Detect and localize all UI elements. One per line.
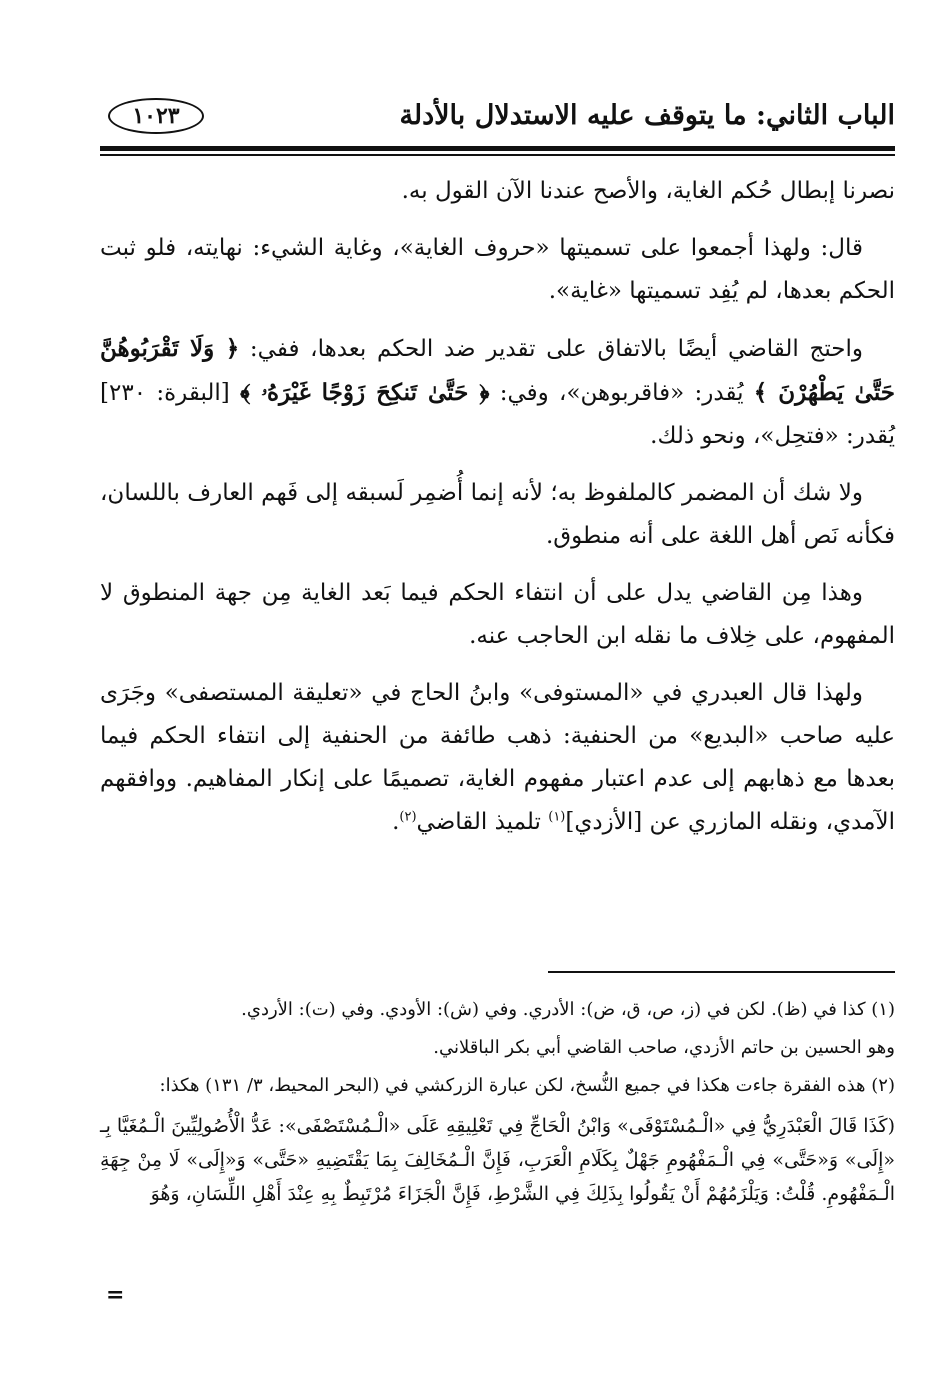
footnote-1-note: وهو الحسين بن حاتم الأزدي، صاحب القاضي أبي بكر الباقلاني. (433, 1037, 895, 1058)
main-text (100, 170, 895, 858)
paragraph-5: وهذا مِن القاضي يدل على أن انتفاء الحكم فيما بَعد الغاية مِن جهة المنطوق لا المفهوم، على خِلاف ما نقله ابن الحاجب عنه. (100, 580, 895, 649)
paragraph-6-text-b: تلميذ القاضي (416, 809, 549, 835)
paragraph-6 (100, 672, 895, 844)
footnote-ref-2: (٢) (399, 809, 417, 825)
header-rule-thin (100, 154, 895, 156)
footnotes (100, 995, 895, 1219)
page-number: ١٠٢٣ (108, 98, 204, 134)
paragraph-1: نصرنا إبطال حُكم الغاية، والأصح عندنا الآن القول به. (401, 178, 895, 204)
footnote-2-quote: (كَذَا قَالَ الْعَبْدَرِيُّ فِي «الْـمُسْتَوْفَى» وَابْنُ الْحَاجِّ فِي تَعْلِيقِهِ عَلَى «الْـمُسْتَصْفَى»: عَدُّ الْأُصُولِيِّينَ الْـمُغَيَّا بِـ «إِلَى» وَ«حَتَّى» فِي الْـمَفْهُومِ جَهْلٌ بِكَلَامِ الْعَرَبِ، فَإِنَّ الْـمُخَالِفَ بِمَا يَقْتَضِيهِ «حَتَّى» وَ«إِلَى» لَا مِنْ جِهَةِ الْـمَفْهُومِ. قُلْتُ: وَيَلْزَمُهُمْ أَنْ يَقُولُوا بِذَلِكَ فِي الشَّرْطِ، فَإِنَّ الْجَزَاءَ مُرْتَبِطٌ بِهِ عِنْدَ أَهْلِ اللِّسَانِ، وَهُوَ (100, 1115, 895, 1205)
quran-verse-2: ﴿ حَتَّىٰ تَنكِحَ زَوْجًا غَيْرَهُۥ ﴾ (240, 379, 490, 406)
footnote-2: (٢) هذه الفقرة جاءت هكذا في جميع النُّسخ، لكن عبارة الزركشي في (البحر المحيط، ٣/ ١٣١) هكذا: (159, 1075, 895, 1096)
paragraph-4: ولا شك أن المضمر كالملفوظ به؛ لأنه إنما أُضمِر لَسبقه إلى فَهم العارف باللسان، فكأنه نَص أهل اللغة على أنه منطوق. (100, 480, 895, 549)
page-header (100, 96, 895, 142)
paragraph-2: قال: ولهذا أجمعوا على تسميتها «حروف الغاية»، وغاية الشيء: نهايته، فلو ثبت الحكم بعدها، لم يُفِد تسميتها «غاية». (100, 235, 895, 304)
paragraph-3-text-b: يُقدر: «فاقربوهن»، وفي: (489, 380, 754, 406)
paragraph-3-text-c: [البقرة: ٢٣٠] يُقدر: «فتحِل»، ونحو ذلك. (100, 380, 895, 449)
footnote-1: (١) كذا في (ظ). لكن في (ز، ص، ق، ض): الأدري. وفي (ش): الأودي. وفي (ت): الأردي. (241, 999, 895, 1020)
paragraph-6-text-a: ولهذا قال العبدري في «المستوفى» وابنُ الحاج في «تعليقة المستصفى» وجَرَى عليه صاحب «البديع» من الحنفية: ذهب طائفة من الحنفية إلى انتفاء الحكم فيما بعدها مع ذهابهم إلى عدم اعتبار مفهوم الغاية، تصميمًا على إنكار المفاهيم. ووافقهم الآمدي، ونقله المازري عن [الأزدي] (100, 680, 895, 835)
continuation-mark: = (106, 1282, 125, 1308)
header-rule-thick (100, 146, 895, 151)
paragraph-3-text-a: واحتج القاضي أيضًا بالاتفاق على تقدير ضد الحكم بعدها، ففي: (239, 336, 863, 362)
quran-verse-1: ﴿ وَلَا تَقْرَبُوهُنَّ حَتَّىٰ يَطْهُرْنَ ﴾ (100, 335, 895, 406)
paragraph-6-text-c: . (392, 809, 400, 835)
footnote-ref-1: (١) (548, 809, 566, 825)
footnote-separator (548, 971, 895, 973)
running-title: الباب الثاني: ما يتوقف عليه الاستدلال بالأدلة (399, 100, 895, 131)
paragraph-3 (100, 327, 895, 458)
